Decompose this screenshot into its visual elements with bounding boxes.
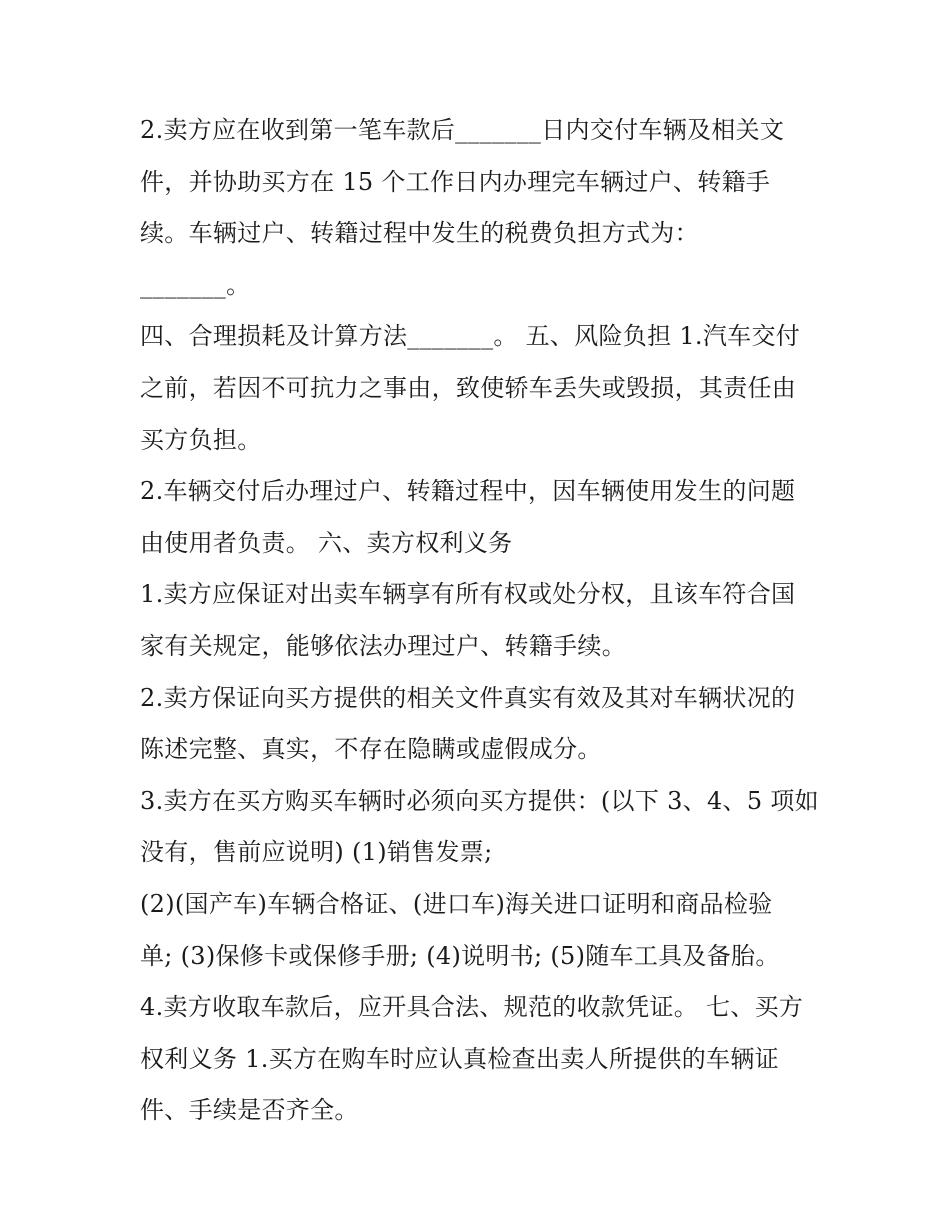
text-line: 2.卖方保证向买方提供的相关文件真实有效及其对车辆状况的 [140,683,796,712]
text-line: 家有关规定，能够依法办理过户、转籍手续。 [140,631,626,660]
text-line: 3.卖方在买方购买车辆时必须向买方提供：(以下 3、4、5 项如 [140,786,819,815]
text-line: 单; (3)保修卡或保修手册; (4)说明书; (5)随车工具及备胎。 [140,941,780,970]
text-line: 陈述完整、真实，不存在隐瞒或虚假成分。 [140,735,602,764]
text-line: 4.卖方收取车款后，应开具合法、规范的收款凭证。 七、买方 [140,993,804,1022]
text-line: 权利义务 1.买方在购车时应认真检查出卖人所提供的车辆证 [140,1044,779,1073]
text-line: 件、手续是否齐全。 [140,1096,359,1125]
text-line: 2.车辆交付后办理过户、转籍过程中，因车辆使用发生的问题 [140,477,796,506]
text-line: 之前，若因不可抗力之事由，致使轿车丢失或毁损，其责任由 [140,373,797,402]
text-line: 2.卖方应在收到第一笔车款后_______日内交付车辆及相关文 [140,116,785,144]
text-line: _______。 [140,270,251,299]
text-line: 件，并协助买方在 15 个工作日内办理完车辆过户、转籍手 [140,167,771,196]
text-line: 四、合理损耗及计算方法_______。 五、风险负担 1.汽车交付 [140,322,801,351]
text-line: (2)(国产车)车辆合格证、(进口车)海关进口证明和商品检验 [140,889,773,918]
text-line: 买方负担。 [140,425,262,454]
text-line: 没有，售前应说明) (1)销售发票; [140,838,493,867]
text-line: 1.卖方应保证对出卖车辆享有所有权或处分权，且该车符合国 [140,580,796,609]
document-body [140,105,820,1137]
text-line: 由使用者负责。 六、卖方权利义务 [140,528,513,557]
text-line: 续。车辆过户、转籍过程中发生的税费负担方式为： [140,219,699,248]
